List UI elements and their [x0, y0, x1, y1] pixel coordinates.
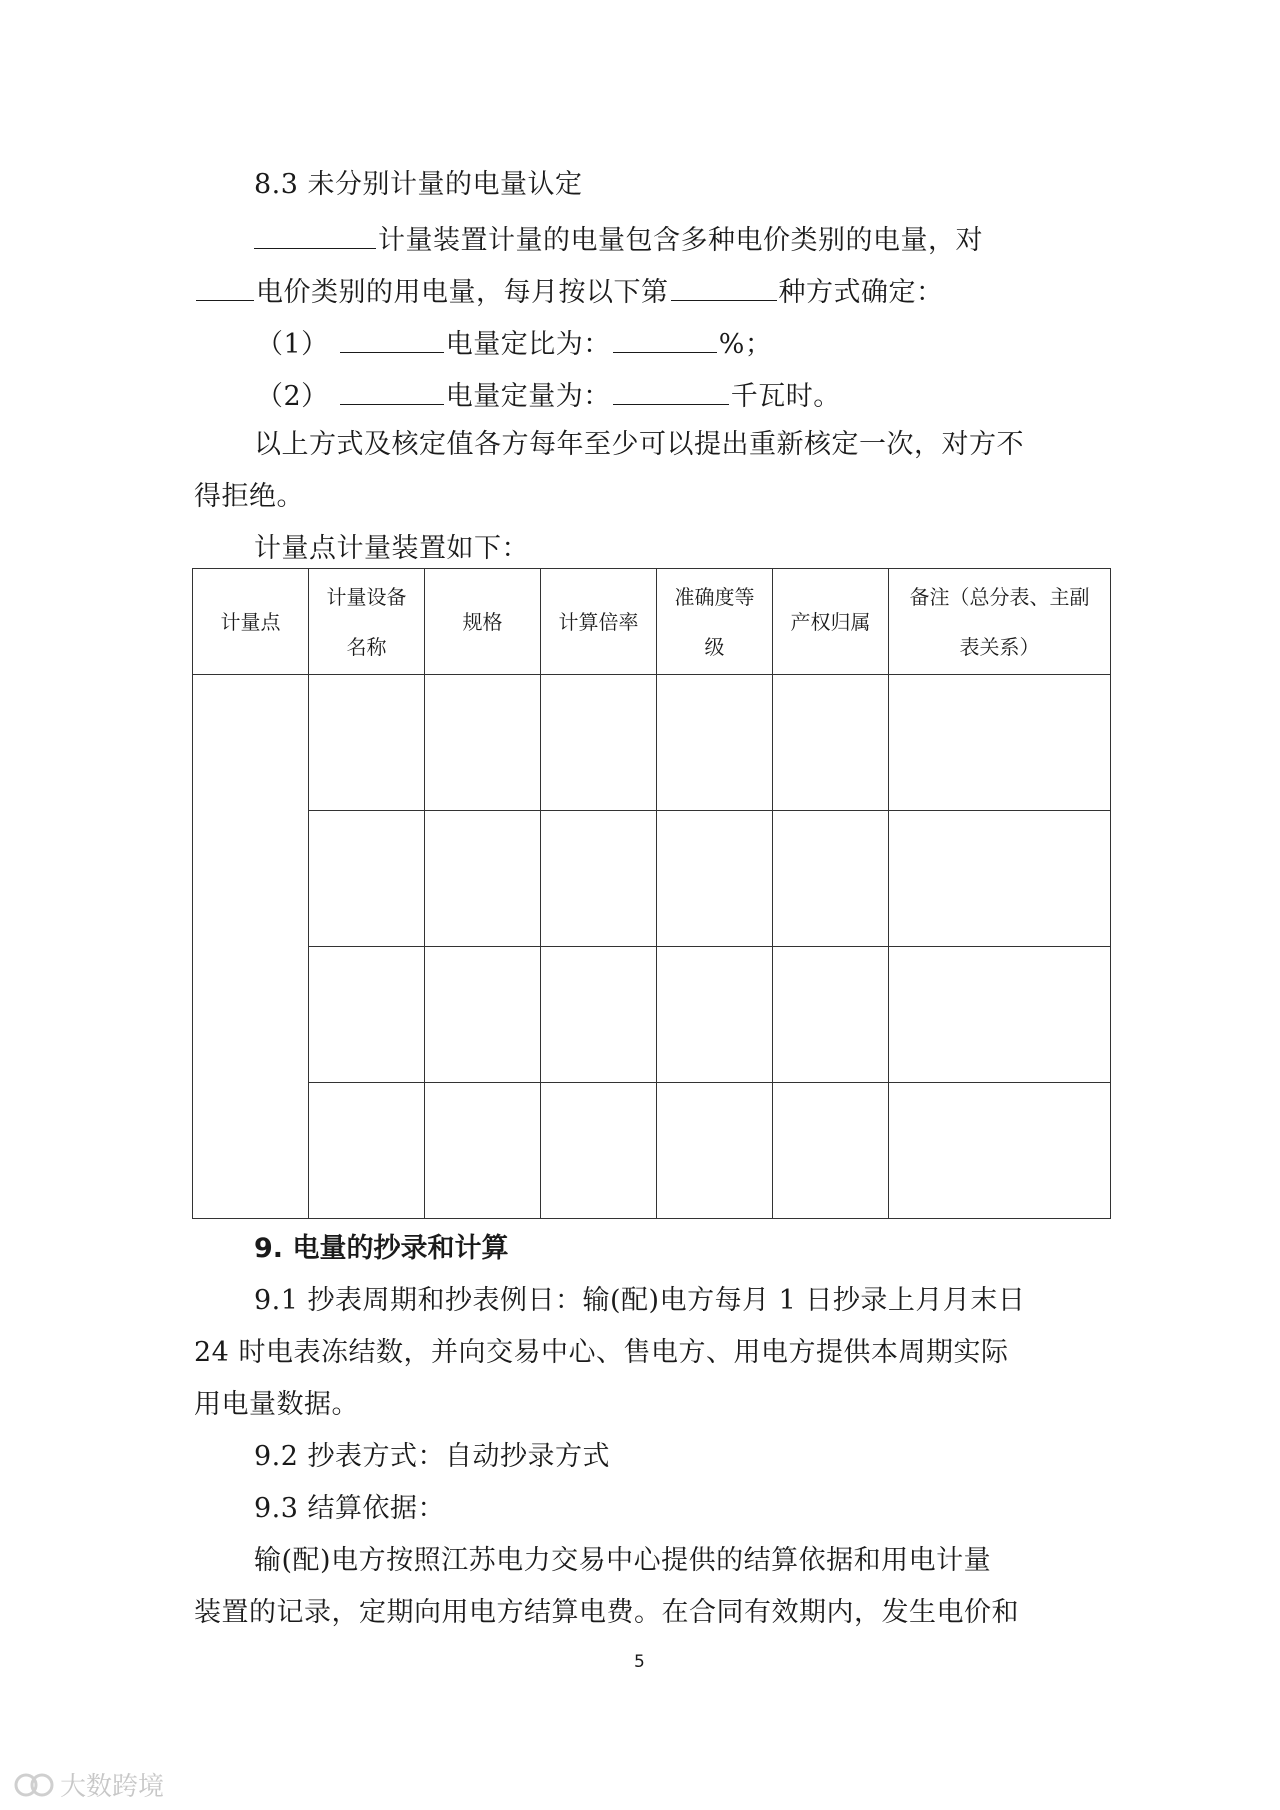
table-cell[interactable] — [773, 811, 889, 947]
watermark — [14, 1766, 164, 1803]
table-cell[interactable] — [425, 1083, 541, 1219]
table-cell[interactable] — [309, 675, 425, 811]
header-text: 计量设备 — [326, 584, 407, 609]
watermark-logo-icon — [14, 1770, 54, 1800]
section-8-3-title: 8.3 未分别计量的电量认定 — [254, 169, 583, 200]
table-row — [193, 947, 1111, 1083]
paragraph-line — [194, 274, 944, 310]
paragraph-text: 种方式确定： — [778, 277, 944, 308]
paragraph-line: 9.3 结算依据： — [254, 1493, 446, 1524]
header-remarks — [889, 569, 1111, 675]
paragraph-line: 以上方式及核定值各方每年至少可以提出重新核定一次，对方不 — [254, 429, 1024, 460]
option-text: 电量定量为： — [445, 381, 611, 412]
table-cell[interactable] — [657, 675, 773, 811]
table-cell[interactable] — [889, 675, 1111, 811]
fill-blank[interactable] — [196, 274, 254, 301]
header-text: 表关系） — [959, 634, 1040, 659]
table-cell[interactable] — [425, 811, 541, 947]
fill-blank[interactable] — [340, 378, 444, 405]
table-cell[interactable] — [889, 811, 1111, 947]
table-row — [193, 675, 1111, 811]
header-spec — [425, 569, 541, 675]
table-cell[interactable] — [773, 1083, 889, 1219]
table-cell[interactable] — [425, 947, 541, 1083]
header-text: 级 — [704, 634, 725, 659]
paragraph-line: 输(配)电方按照江苏电力交易中心提供的结算依据和用电计量 — [254, 1545, 992, 1576]
option-number: （1） — [256, 329, 329, 360]
table-cell[interactable] — [657, 1083, 773, 1219]
table-cell[interactable] — [541, 1083, 657, 1219]
table-cell[interactable] — [541, 675, 657, 811]
table-cell[interactable] — [773, 947, 889, 1083]
header-ownership — [773, 569, 889, 675]
header-text: 准确度等 — [674, 584, 755, 609]
paragraph-text: 电价类别的用电量，每月按以下第 — [256, 277, 669, 308]
meter-table — [192, 568, 1111, 1219]
header-accuracy — [657, 569, 773, 675]
meter-point-cell[interactable] — [193, 675, 309, 1219]
table-cell[interactable] — [657, 947, 773, 1083]
paragraph-line: 装置的记录，定期向用电方结算电费。在合同有效期内，发生电价和 — [194, 1597, 1019, 1628]
page-number: 5 — [634, 1652, 645, 1672]
table-cell[interactable] — [309, 811, 425, 947]
paragraph-text: 计量装置计量的电量包含多种电价类别的电量，对 — [378, 225, 983, 256]
table-caption: 计量点计量装置如下： — [254, 533, 529, 564]
option-unit: %； — [718, 329, 773, 360]
header-meter-point — [193, 569, 309, 675]
watermark-text: 大数跨境 — [60, 1772, 165, 1802]
option-number: （2） — [256, 381, 329, 412]
fill-blank[interactable] — [340, 326, 444, 353]
table-cell[interactable] — [309, 1083, 425, 1219]
fill-blank[interactable] — [613, 326, 717, 353]
table-cell[interactable] — [889, 947, 1111, 1083]
table-row — [193, 1083, 1111, 1219]
header-text: 产权归属 — [790, 609, 871, 634]
table-cell[interactable] — [889, 1083, 1111, 1219]
header-text: 备注（总分表、主副 — [909, 584, 1090, 609]
option-unit: 千瓦时。 — [730, 381, 841, 412]
option-1-line — [256, 326, 772, 362]
header-multiplier — [541, 569, 657, 675]
table-header-row — [193, 569, 1111, 675]
header-text: 计量点 — [220, 609, 281, 634]
fill-blank[interactable] — [254, 222, 376, 249]
table-row — [193, 811, 1111, 947]
paragraph-line: 得拒绝。 — [194, 481, 304, 512]
option-2-line — [256, 378, 841, 414]
table-cell[interactable] — [541, 947, 657, 1083]
table-cell[interactable] — [425, 675, 541, 811]
section-9-heading: 9. 电量的抄录和计算 — [254, 1233, 509, 1264]
header-text: 规格 — [462, 609, 503, 634]
table-cell[interactable] — [309, 947, 425, 1083]
header-text: 名称 — [346, 634, 387, 659]
table-cell[interactable] — [773, 675, 889, 811]
header-device-name — [309, 569, 425, 675]
paragraph-line: 24 时电表冻结数，并向交易中心、售电方、用电方提供本周期实际 — [194, 1337, 1009, 1368]
option-text: 电量定比为： — [445, 329, 611, 360]
table-cell[interactable] — [657, 811, 773, 947]
fill-blank[interactable] — [671, 274, 777, 301]
paragraph-line: 9.1 抄表周期和抄表例日：输(配)电方每月 1 日抄录上月月末日 — [254, 1285, 1026, 1316]
table-cell[interactable] — [541, 811, 657, 947]
paragraph-line — [252, 222, 983, 258]
paragraph-line: 用电量数据。 — [194, 1389, 359, 1420]
paragraph-line: 9.2 抄表方式：自动抄录方式 — [254, 1441, 611, 1472]
fill-blank[interactable] — [613, 378, 729, 405]
header-text: 计算倍率 — [558, 609, 639, 634]
